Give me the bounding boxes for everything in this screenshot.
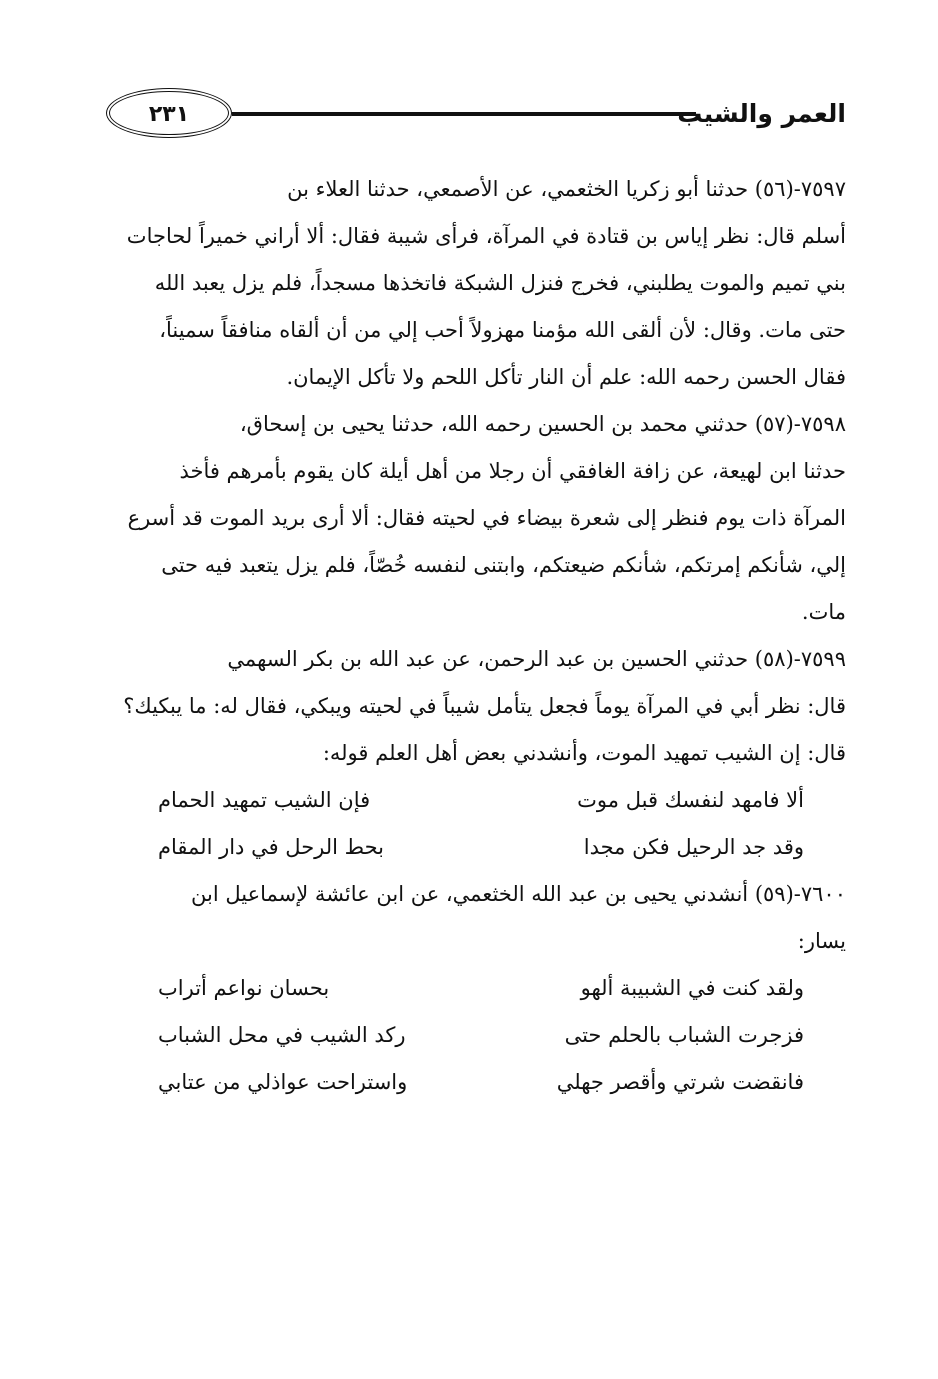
verse-second-hemistich: فإن الشيب تمهيد الحمام: [158, 788, 371, 812]
entry-7598: [104, 401, 846, 636]
verse-first-hemistich: فانقضت شرتي وأقصر جهلي: [556, 1070, 804, 1094]
verse-second-hemistich: واستراحت عواذلي من عتابي: [158, 1070, 408, 1094]
text-line: بني تميم والموت يطلبني، فخرج فنزل الشبكة فاتخذها مسجداً، فلم يزل يعبد الله: [154, 271, 846, 295]
text-line: إلي، شأنكم إمرتكم، شأنكم ضيعتكم، وابتنى لنفسه خُصّاً، فلم يزل يتعبد فيه حتى: [161, 553, 846, 577]
running-title: العمر والشيب: [677, 99, 846, 128]
text-line: قال: نظر أبي في المرآة يوماً فجعل يتأمل شيباً في لحيته ويبكي، فقال له: ما يبكيك؟: [123, 694, 846, 718]
text-line: قال: إن الشيب تمهيد الموت، وأنشدني بعض أهل العلم قوله:: [322, 741, 846, 765]
page-number: ٢٣١: [148, 102, 190, 127]
poem-verse: [104, 777, 846, 824]
verse-second-hemistich: ركد الشيب في محل الشباب: [158, 1023, 406, 1047]
text-line: يسار:: [797, 929, 846, 953]
entry-7599: [104, 636, 846, 871]
verse-first-hemistich: ألا فامهد لنفسك قبل موت: [577, 788, 804, 812]
text-line: ٧٥٩٧-(٥٦) حدثنا أبو زكريا الخثعمي، عن الأصمعي، حدثنا العلاء بن: [287, 177, 846, 201]
verse-first-hemistich: وقد جد الرحيل فكن مجدا: [583, 835, 804, 859]
verse-second-hemistich: بحط الرحل في دار المقام: [158, 835, 385, 859]
page-body: [104, 166, 846, 1106]
page-header: [104, 88, 846, 148]
poem-verse: [104, 1059, 846, 1106]
text-line: ٧٦٠٠-(٥٩) أنشدني يحيى بن عبد الله الخثعمي، عن ابن عائشة لإسماعيل ابن: [191, 882, 846, 906]
verse-first-hemistich: فزجرت الشباب بالحلم حتى: [564, 1023, 804, 1047]
text-line: حدثنا ابن لهيعة، عن زافة الغافقي أن رجلا من أهل أيلة كان يقوم بأمرهم فأخذ: [179, 459, 846, 483]
verse-first-hemistich: ولقد كنت في الشبيبة ألهو: [580, 976, 804, 1000]
text-line: أسلم قال: نظر إياس بن قتادة في المرآة، فرأى شيبة فقال: ألا أراني خميراً لحاجات: [126, 224, 846, 248]
header-rule: [232, 112, 696, 116]
page-number-frame: [106, 88, 232, 138]
entry-7597: [104, 166, 846, 401]
text-line: فقال الحسن رحمه الله: علم أن النار تأكل اللحم ولا تأكل الإيمان.: [286, 365, 846, 389]
poem-verse: [104, 1012, 846, 1059]
text-line: ٧٥٩٩-(٥٨) حدثني الحسين بن عبد الرحمن، عن عبد الله بن بكر السهمي: [227, 647, 846, 671]
text-line: مات.: [801, 600, 846, 624]
verse-second-hemistich: بحسان نواعم أتراب: [158, 976, 330, 1000]
text-line: المرآة ذات يوم فنظر إلى شعرة بيضاء في لحيته فقال: ألا أرى بريد الموت قد أسرع: [127, 506, 846, 530]
entry-7600: [104, 871, 846, 1106]
poem-verse: [104, 965, 846, 1012]
poem-verse: [104, 824, 846, 871]
text-line: حتى مات. وقال: لأن ألقى الله مؤمنا مهزولاً أحب إلي من أن ألقاه منافقاً سميناً،: [159, 318, 846, 342]
text-line: ٧٥٩٨-(٥٧) حدثني محمد بن الحسين رحمه الله، حدثنا يحيى بن إسحاق،: [239, 412, 846, 436]
